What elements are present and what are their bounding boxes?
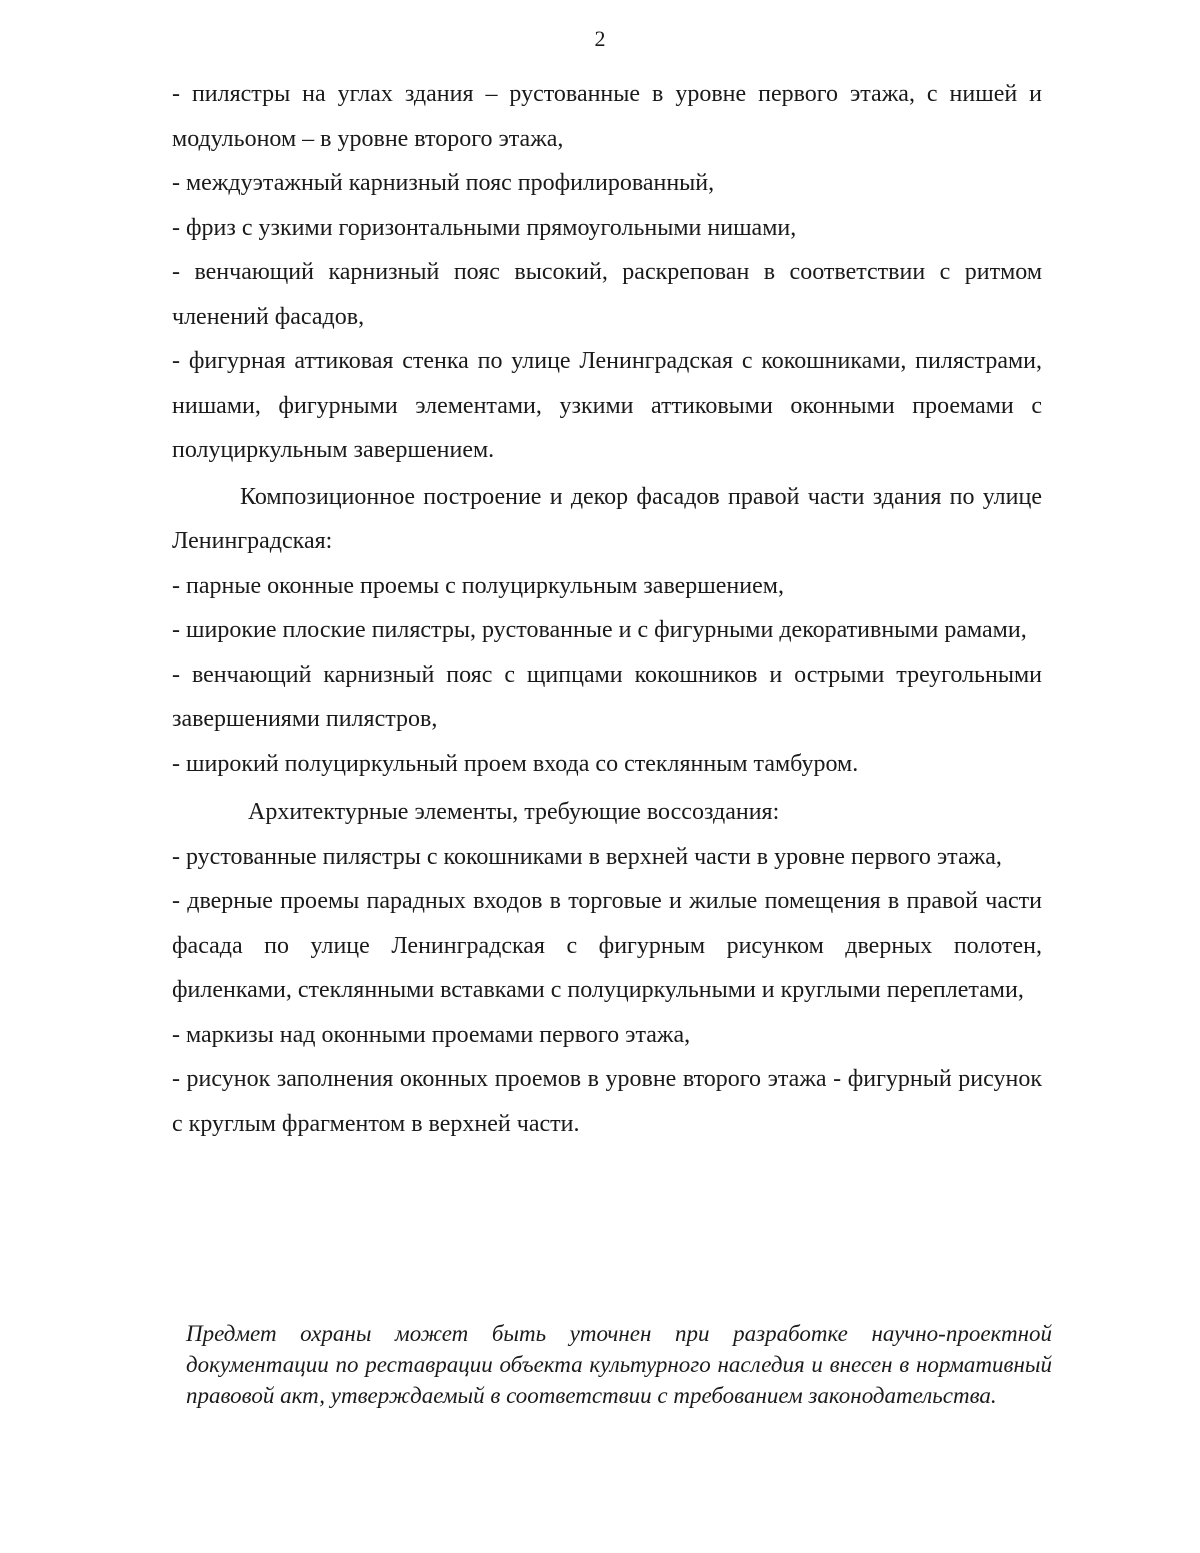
list-item: - рисунок заполнения оконных проемов в уровне второго этажа - фигурный рисунок с круглым фрагментом в верхней части. [172,1066,1042,1137]
list-item: - широкие плоские пилястры, рустованные и с фигурными декоративными рамами, [172,617,1027,643]
page-number: 2 [594,26,606,51]
protection-note: Предмет охраны может быть уточнен при разработке научно-проектной документации по реставрации объекта культурного наследия и внесен в нормативный правовой акт, утверждаемый в соответствии с требованием законодательства. [186,1321,1052,1408]
document-body [172,72,1042,1146]
list-item: - рустованные пилястры с кокошниками в верхней части в уровне первого этажа, [172,843,1002,870]
list-item: - маркизы над оконными проемами первого этажа, [172,1021,691,1048]
list-item: - фигурная аттиковая стенка по улице Ленинградская с кокошниками, пилястрами, нишами, фигурными элементами, узкими аттиковыми оконными проемами с полуциркульным завершением. [172,348,1042,463]
list-item: - междуэтажный карнизный пояс профилированный, [172,170,715,196]
list-item: - парные оконные проемы с полуциркульным завершением, [172,572,784,599]
list-item: - фриз с узкими горизонтальными прямоугольными нишами, [172,214,797,241]
list-item: - широкий полуциркульный проем входа со стеклянным тамбуром. [172,750,859,777]
section-heading: Композиционное построение и декор фасадов правой части здания по улице Ленинградская: [172,483,1042,554]
list-item: - венчающий карнизный пояс высокий, раскрепован в соответствии с ритмом членений фасадов, [172,259,1042,330]
list-item: - венчающий карнизный пояс с щипцами кокошников и острыми треугольными завершениями пилястров, [172,661,1042,732]
list-item: - дверные проемы парадных входов в торговые и жилые помещения в правой части фасада по улице Ленинградская с фигурным рисунком дверных полотен, филенками, стеклянными вставками с полуциркульными и круглыми переплетами, [172,888,1042,1003]
list-item: - пилястры на углах здания – рустованные в уровне первого этажа, с нишей и модульоном – в уровне второго этажа, [172,81,1042,152]
section-heading: Архитектурные элементы, требующие воссоздания: [248,799,780,825]
